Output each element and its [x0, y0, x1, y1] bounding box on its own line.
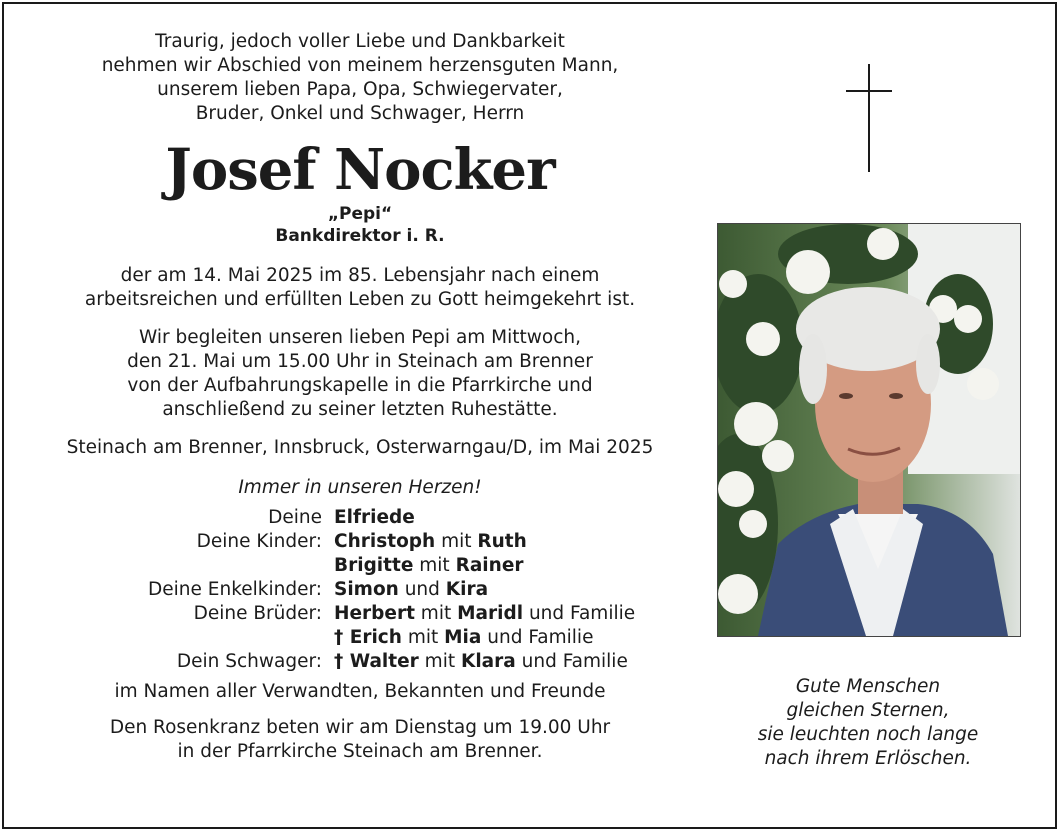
rosary-line: in der Pfarrkirche Steinach am Brenner.: [177, 741, 543, 762]
family-label: [40, 626, 334, 650]
death-line: der am 14. Mai 2025 im 85. Lebensjahr nach einem: [120, 265, 600, 286]
intro-line: unserem lieben Papa, Opa, Schwiegervater,: [157, 79, 563, 100]
family-row: [40, 578, 635, 602]
funeral-notice: [40, 326, 680, 422]
family-names: † Walter mit Klara und Familie: [334, 651, 628, 672]
family-list: [40, 506, 635, 674]
family-names: Herbert mit Maridl und Familie: [334, 603, 636, 624]
motto: Immer in unseren Herzen!: [238, 477, 482, 498]
place-date: Steinach am Brenner, Innsbruck, Osterwarngau/D, im Mai 2025: [66, 437, 654, 458]
nickname: „Pepi“: [327, 204, 393, 224]
quote-line: Gute Menschen: [795, 676, 941, 697]
intro-line: nehmen wir Abschied von meinem herzensguten Mann,: [101, 55, 619, 76]
family-label: Deine Enkelkinder:: [148, 579, 322, 600]
quote-line: nach ihrem Erlöschen.: [764, 748, 972, 769]
family-row: [40, 530, 635, 554]
funeral-line: Wir begleiten unseren lieben Pepi am Mittwoch,: [138, 327, 582, 348]
family-names: Elfriede: [334, 507, 415, 528]
rosary-notice: [40, 716, 680, 764]
deceased-name: Josef Nocker: [165, 137, 555, 203]
death-line: arbeitsreichen und erfüllten Leben zu Gott heimgekehrt ist.: [84, 289, 636, 310]
family-row: [40, 650, 635, 674]
funeral-line: von der Aufbahrungskapelle in die Pfarrkirche und: [127, 375, 593, 396]
family-names: † Erich mit Mia und Familie: [334, 627, 594, 648]
obituary-text-column: [40, 30, 680, 764]
intro-line: Bruder, Onkel und Schwager, Herrn: [195, 103, 525, 124]
death-notice: [40, 264, 680, 312]
family-row: [40, 602, 635, 626]
family-row: [40, 506, 635, 530]
family-label: Deine Kinder:: [196, 531, 322, 552]
family-label: Deine Brüder:: [193, 603, 322, 624]
professional-title: Bankdirektor i. R.: [275, 226, 445, 246]
family-label: Dein Schwager:: [176, 651, 322, 672]
family-label: [40, 554, 334, 578]
family-row: [40, 626, 635, 650]
intro-line: Traurig, jedoch voller Liebe und Dankbarkeit: [155, 31, 565, 52]
funeral-line: den 21. Mai um 15.00 Uhr in Steinach am Brenner: [127, 351, 593, 372]
family-names: Christoph mit Ruth: [334, 531, 527, 552]
memorial-quote: [718, 675, 1018, 771]
family-label: Deine: [268, 507, 322, 528]
quote-line: sie leuchten noch lange: [757, 724, 979, 745]
family-names: Simon und Kira: [334, 579, 489, 600]
intro-text: [40, 30, 680, 126]
portrait-photo: [717, 223, 1021, 637]
quote-line: gleichen Sternen,: [786, 700, 950, 721]
relatives-line: im Namen aller Verwandten, Bekannten und Freunde: [114, 681, 606, 702]
family-row: [40, 554, 635, 578]
family-names: Brigitte mit Rainer: [334, 555, 524, 576]
cross-icon: [846, 64, 892, 172]
funeral-line: anschließend zu seiner letzten Ruhestätte.: [162, 399, 558, 420]
rosary-line: Den Rosenkranz beten wir am Dienstag um 19.00 Uhr: [109, 717, 611, 738]
